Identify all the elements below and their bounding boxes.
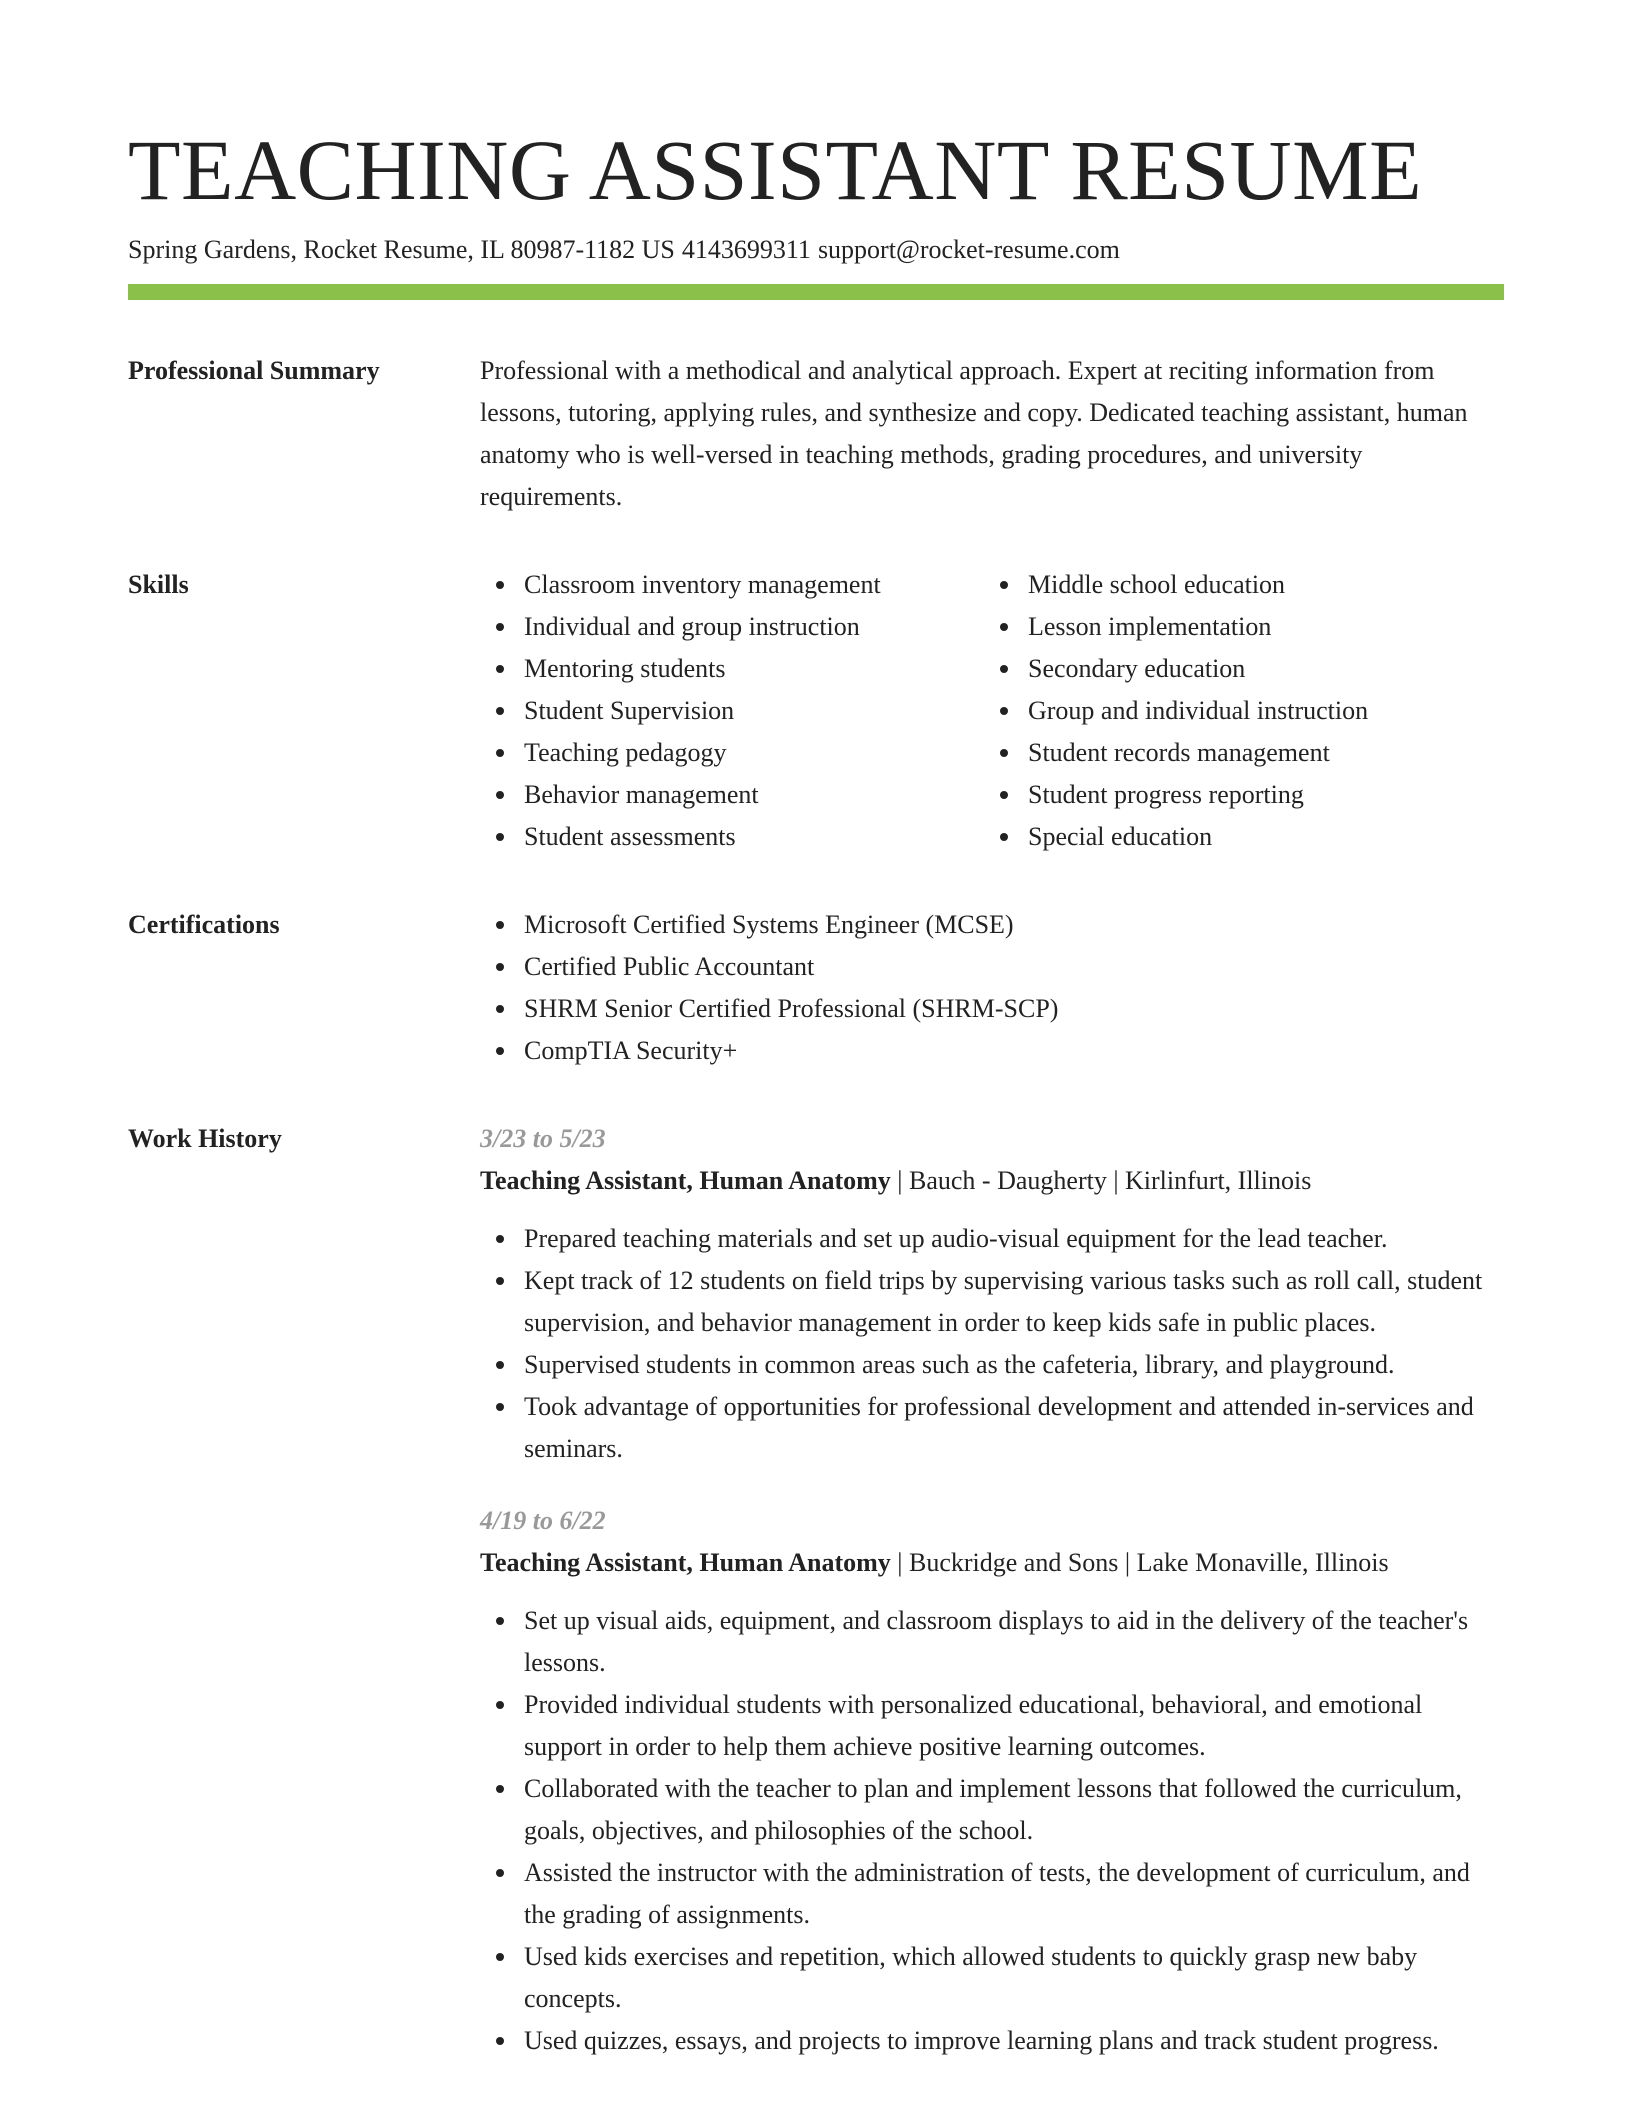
job-dates: 3/23 to 5/23: [480, 1124, 606, 1153]
skill-item: Secondary education: [1028, 648, 1368, 690]
summary-label: Professional Summary: [128, 356, 380, 385]
job-heading: [480, 1160, 1504, 1202]
certifications-list: [480, 904, 1504, 1072]
job-details: | Buckridge and Sons | Lake Monaville, Illinois: [890, 1548, 1389, 1577]
certifications-section: [128, 904, 1504, 1072]
skill-item: Student assessments: [524, 816, 984, 858]
job-bullets: [480, 1600, 1504, 2062]
job-bullet: Prepared teaching materials and set up audio-visual equipment for the lead teacher.: [524, 1218, 1504, 1260]
job-bullet: Assisted the instructor with the administration of tests, the development of curriculum, and the grading of assignments.: [524, 1852, 1504, 1936]
certification-item: Certified Public Accountant: [524, 946, 1504, 988]
skills-section: [128, 564, 1504, 858]
contact-line: [128, 232, 1504, 268]
job-bullet: Collaborated with the teacher to plan and implement lessons that followed the curriculum, goals, objectives, and philosophies of the school.: [524, 1768, 1504, 1852]
certification-item: Microsoft Certified Systems Engineer (MCSE): [524, 904, 1504, 946]
job-bullets: [480, 1218, 1504, 1470]
job-heading: [480, 1542, 1504, 1584]
skill-item: Individual and group instruction: [524, 606, 984, 648]
certification-item: CompTIA Security+: [524, 1030, 1504, 1072]
job-dates: 4/19 to 6/22: [480, 1506, 606, 1535]
skill-item: Special education: [1028, 816, 1368, 858]
job-entry: [480, 1500, 1504, 2062]
skill-item: Student records management: [1028, 732, 1368, 774]
summary-section: [128, 350, 1504, 518]
skill-item: Teaching pedagogy: [524, 732, 984, 774]
job-bullet: Used quizzes, essays, and projects to improve learning plans and track student progress.: [524, 2020, 1504, 2062]
job-entry: [480, 1118, 1504, 1470]
work-history-label: Work History: [128, 1124, 282, 1153]
job-bullet: Used kids exercises and repetition, which allowed students to quickly grasp new baby concepts.: [524, 1936, 1504, 2020]
resume-page: [128, 120, 1504, 2062]
job-title: Teaching Assistant, Human Anatomy: [480, 1548, 891, 1577]
skill-item: Mentoring students: [524, 648, 984, 690]
contact-phone: 4143699311: [681, 235, 811, 264]
job-details: | Bauch - Daugherty | Kirlinfurt, Illinois: [890, 1166, 1312, 1195]
skill-item: Lesson implementation: [1028, 606, 1368, 648]
skills-list-right: [984, 564, 1368, 858]
job-bullet: Kept track of 12 students on field trips by supervising various tasks such as roll call, student supervision, and behavior management in order to keep kids safe in public places.: [524, 1260, 1504, 1344]
resume-title: TEACHING ASSISTANT RESUME: [128, 122, 1423, 218]
job-title: Teaching Assistant, Human Anatomy: [480, 1166, 891, 1195]
skills-list-left: [480, 564, 984, 858]
skill-item: Classroom inventory management: [524, 564, 984, 606]
skills-label: Skills: [128, 570, 189, 599]
skill-item: Student progress reporting: [1028, 774, 1368, 816]
skill-item: Behavior management: [524, 774, 984, 816]
skill-item: Middle school education: [1028, 564, 1368, 606]
job-bullet: Set up visual aids, equipment, and classroom displays to aid in the delivery of the teacher's lessons.: [524, 1600, 1504, 1684]
contact-address: Spring Gardens, Rocket Resume, IL 80987-1182 US: [128, 235, 675, 264]
job-bullet: Took advantage of opportunities for professional development and attended in-services and seminars.: [524, 1386, 1504, 1470]
certification-item: SHRM Senior Certified Professional (SHRM-SCP): [524, 988, 1504, 1030]
contact-email: support@rocket-resume.com: [817, 235, 1120, 264]
summary-text: Professional with a methodical and analytical approach. Expert at reciting information from lessons, tutoring, applying rules, and synthesize and copy. Dedicated teaching assistant, human anatomy who is well-versed in teaching methods, grading procedures, and university requirements.: [480, 356, 1468, 511]
skill-item: Student Supervision: [524, 690, 984, 732]
header-divider: [128, 284, 1504, 300]
job-bullet: Provided individual students with personalized educational, behavioral, and emotional support in order to help them achieve positive learning outcomes.: [524, 1684, 1504, 1768]
job-bullet: Supervised students in common areas such as the cafeteria, library, and playground.: [524, 1344, 1504, 1386]
skill-item: Group and individual instruction: [1028, 690, 1368, 732]
work-history-section: [128, 1118, 1504, 2062]
certifications-label: Certifications: [128, 910, 280, 939]
